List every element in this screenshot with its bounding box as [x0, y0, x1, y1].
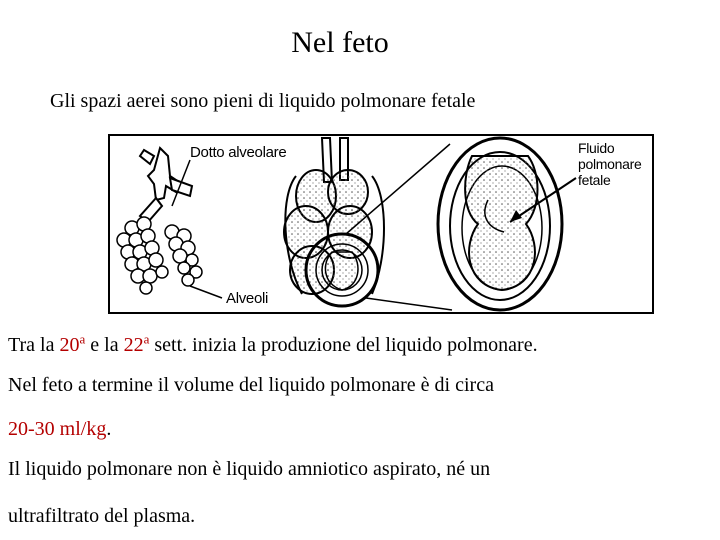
zoom-line-bottom — [366, 298, 452, 310]
paragraph-production-start — [8, 331, 538, 357]
paragraph-volume: Nel feto a termine il volume del liquido polmonare è di circa — [8, 374, 494, 396]
lung-illustration — [110, 136, 654, 314]
label-fluido-line1: Fluido — [578, 140, 615, 156]
paragraph-not-amniotic: Il liquido polmonare non è liquido amniotico aspirato, né un — [8, 458, 491, 480]
paragraph-not-ultrafiltrate: ultrafiltrato del plasma. — [8, 505, 196, 527]
week-22: 22 — [123, 334, 144, 356]
volume-value: 20-30 ml/kg — [8, 418, 107, 440]
slide-subtitle: Gli spazi aerei sono pieni di liquido polmonare fetale — [50, 90, 476, 112]
alveolar-tree — [140, 148, 192, 222]
zoomed-alveolus — [438, 138, 562, 310]
title-text: Nel feto — [291, 26, 389, 59]
p1-text-c: sett. inizia la produzione del liquido polmonare. — [149, 334, 538, 356]
label-fluido-polmonare — [578, 140, 641, 188]
p1-text-a: Tra la — [8, 334, 60, 356]
slide-title — [0, 26, 720, 60]
label-dotto-alveolare: Dotto alveolare — [190, 144, 287, 161]
week-20: 20 — [59, 334, 80, 356]
lung-diagram — [108, 134, 654, 314]
week-20-ordinal: a — [79, 331, 86, 347]
label-fluido-line2: polmonare — [578, 156, 642, 172]
volume-period: . — [106, 418, 112, 440]
alveoli-cluster — [117, 217, 202, 294]
p1-text-b: e la — [85, 334, 124, 356]
week-22-ordinal: a — [143, 331, 150, 347]
paragraph-volume-value — [8, 418, 111, 441]
label-fluido-line3: fetale — [578, 172, 611, 188]
label-alveoli: Alveoli — [226, 290, 269, 307]
